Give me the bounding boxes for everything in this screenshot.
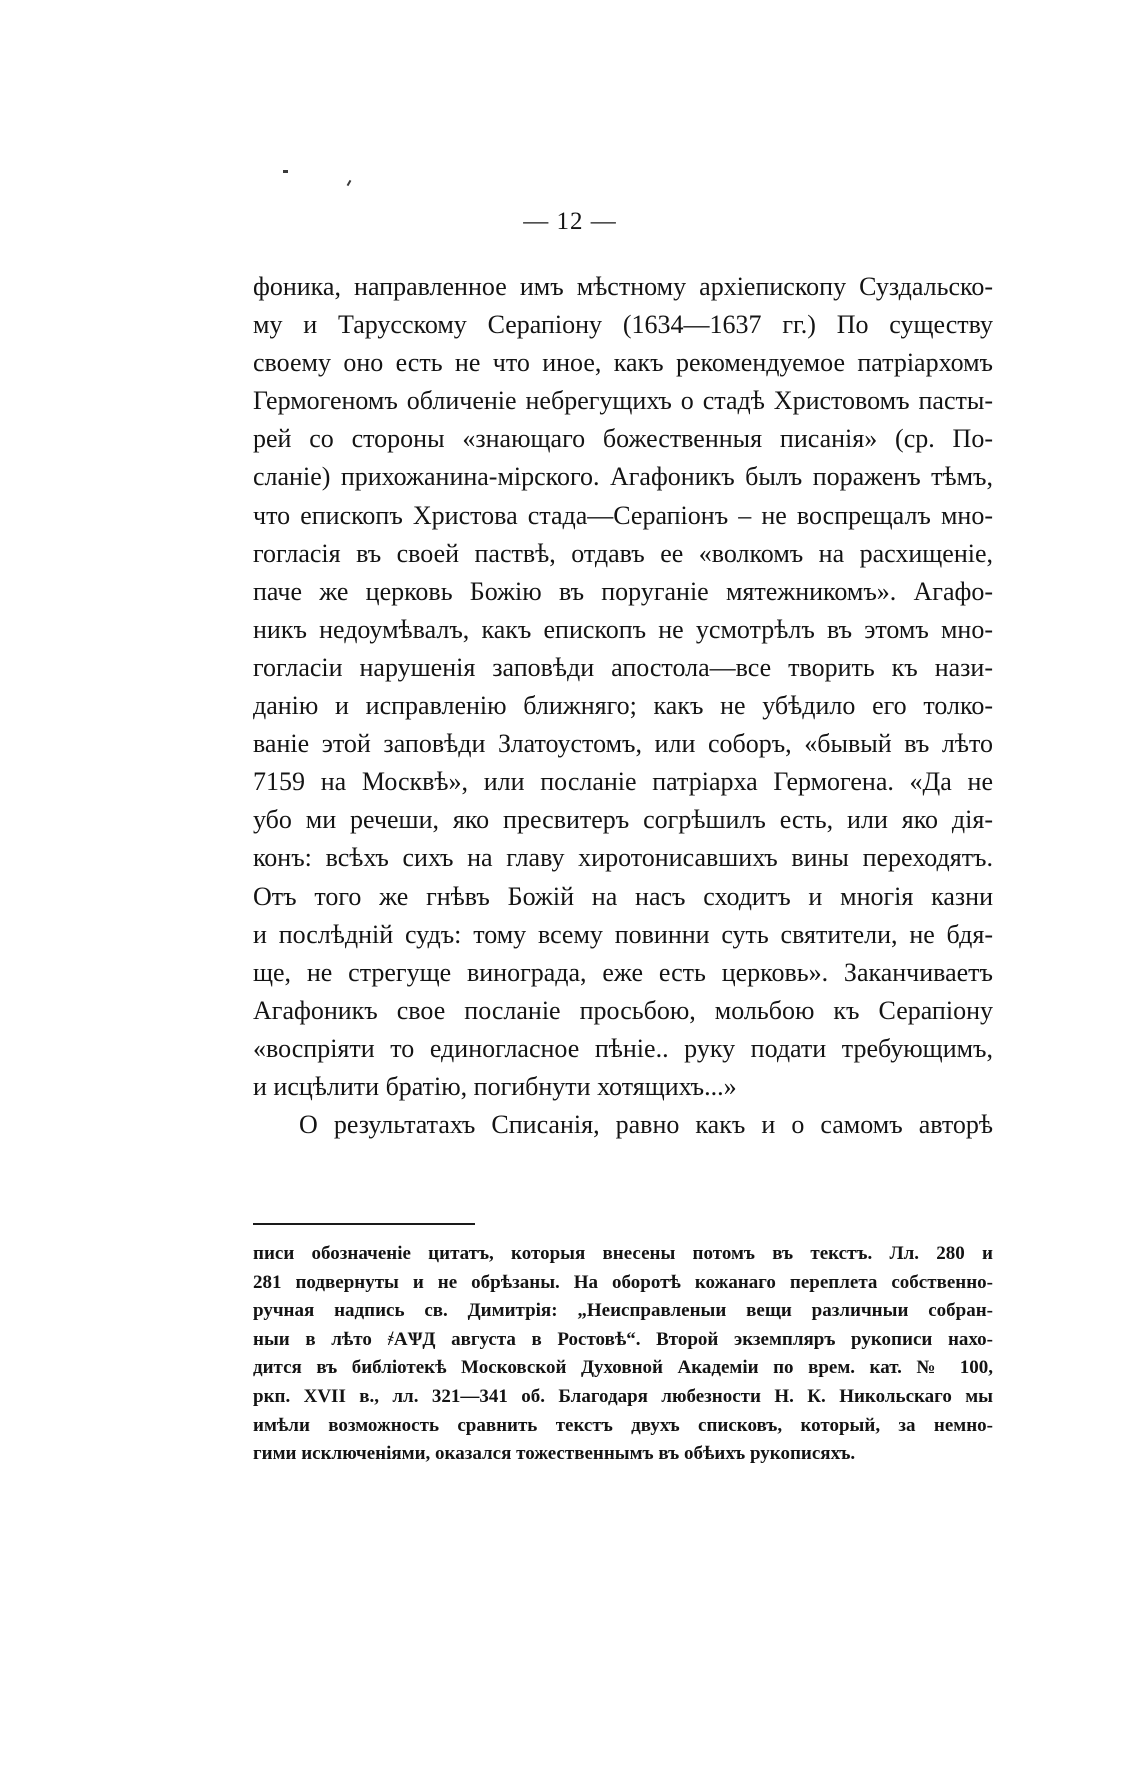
text-line: своему оно есть не что иное, какъ рекомендуемое патріархомъ bbox=[253, 348, 993, 378]
footnote-block bbox=[253, 1240, 993, 1469]
stray-mark bbox=[283, 170, 288, 173]
text-line: му и Тарусскому Серапіону (1634—1637 гг.) По существу bbox=[253, 310, 993, 340]
stray-mark bbox=[347, 180, 352, 186]
text-line: конъ: всѣхъ сихъ на главу хиротонисавшихъ вины переходятъ. bbox=[253, 843, 993, 873]
footnote-line: гими исключеніями, оказался тожественнымъ въ обѣихъ рукописяхъ. bbox=[253, 1443, 856, 1465]
text-line: сланіе) прихожанина-мірского. Агафоникъ былъ пораженъ тѣмъ, bbox=[253, 462, 993, 492]
text-line: «воспріяти то единогласное пѣніе.. руку подати требующимъ, bbox=[253, 1033, 993, 1063]
text-line: ще, не стрегуще винограда, еже есть церковь». Заканчиваетъ bbox=[253, 957, 993, 987]
text-line: и исцѣлити братію, погибнути хотящихъ...» bbox=[253, 1071, 737, 1101]
text-line: и послѣдній судъ: тому всему повинни суть святители, не бдя- bbox=[253, 919, 993, 949]
body-text bbox=[253, 268, 993, 1144]
text-line: рей со стороны «знающаго божественныя писанія» (ср. По- bbox=[253, 424, 993, 454]
text-line: никъ недоумѣвалъ, какъ епископъ не усмотрѣлъ въ этомъ мно- bbox=[253, 614, 993, 644]
text-line: 7159 на Москвѣ», или посланіе патріарха Гермогена. «Да не bbox=[253, 767, 993, 797]
footnote-line: писи обозначеніе цитатъ, которыя внесены потомъ въ текстъ. Лл. 280 и bbox=[253, 1243, 993, 1264]
text-line: данію и исправленію ближняго; какъ не убѣдило его толко- bbox=[253, 691, 993, 721]
text-line: Отъ того же гнѣвъ Божій на насъ сходитъ и многія казни bbox=[253, 881, 993, 911]
text-line: убо ми речеши, яко пресвитеръ согрѣшилъ есть, или яко дія- bbox=[253, 805, 993, 835]
text-line: Агафоникъ свое посланіе просьбою, мольбою къ Серапіону bbox=[253, 995, 993, 1025]
paragraph-start-line: О результатахъ Списанія, равно какъ и о самомъ авторѣ bbox=[299, 1110, 993, 1140]
text-line: ваніе этой заповѣди Златоустомъ, или соборъ, «бывый въ лѣто bbox=[253, 729, 993, 759]
text-line: паче же церковь Божію въ поруганіе мятежникомъ». Агафо- bbox=[253, 576, 993, 606]
footnote-line: 281 подвернуты и не обрѣзаны. На оборотѣ кожанаго переплета собственно- bbox=[253, 1271, 993, 1293]
footnote-line: имѣли возможность сравнить текстъ двухъ списковъ, который, за немно- bbox=[253, 1414, 993, 1436]
footnote-line: ныи в лѣто ҂АѰД августа в Ростовѣ“. Второй экземпляръ рукописи нахо- bbox=[253, 1328, 993, 1350]
footnote-line: дится въ библіотекѣ Московской Духовной Академіи по врем. кат. № 100, bbox=[253, 1357, 993, 1379]
footnote-line: ркп. XVII в., лл. 321—341 об. Благодаря любезности Н. К. Никольскаго мы bbox=[253, 1385, 993, 1407]
text-line: гогласіи нарушенія заповѣди апостола—все творить къ нази- bbox=[253, 652, 993, 682]
footnote-divider bbox=[253, 1223, 475, 1225]
page-number: — 12 — bbox=[523, 208, 617, 235]
text-line: гогласія въ своей паствѣ, отдавъ ее «волкомъ на расхищеніе, bbox=[253, 538, 993, 568]
text-line: фоника, направленное имъ мѣстному архіепископу Суздальско- bbox=[253, 272, 993, 301]
text-line: Гермогеномъ обличеніе небрегущихъ о стадѣ Христовомъ пасты- bbox=[253, 386, 993, 416]
text-line: что епископъ Христова стада—Серапіонъ – не воспрещалъ мно- bbox=[253, 500, 993, 530]
footnote-line: ручная надпись св. Димитрія: „Неисправленыи вещи различныи собран- bbox=[253, 1300, 993, 1322]
